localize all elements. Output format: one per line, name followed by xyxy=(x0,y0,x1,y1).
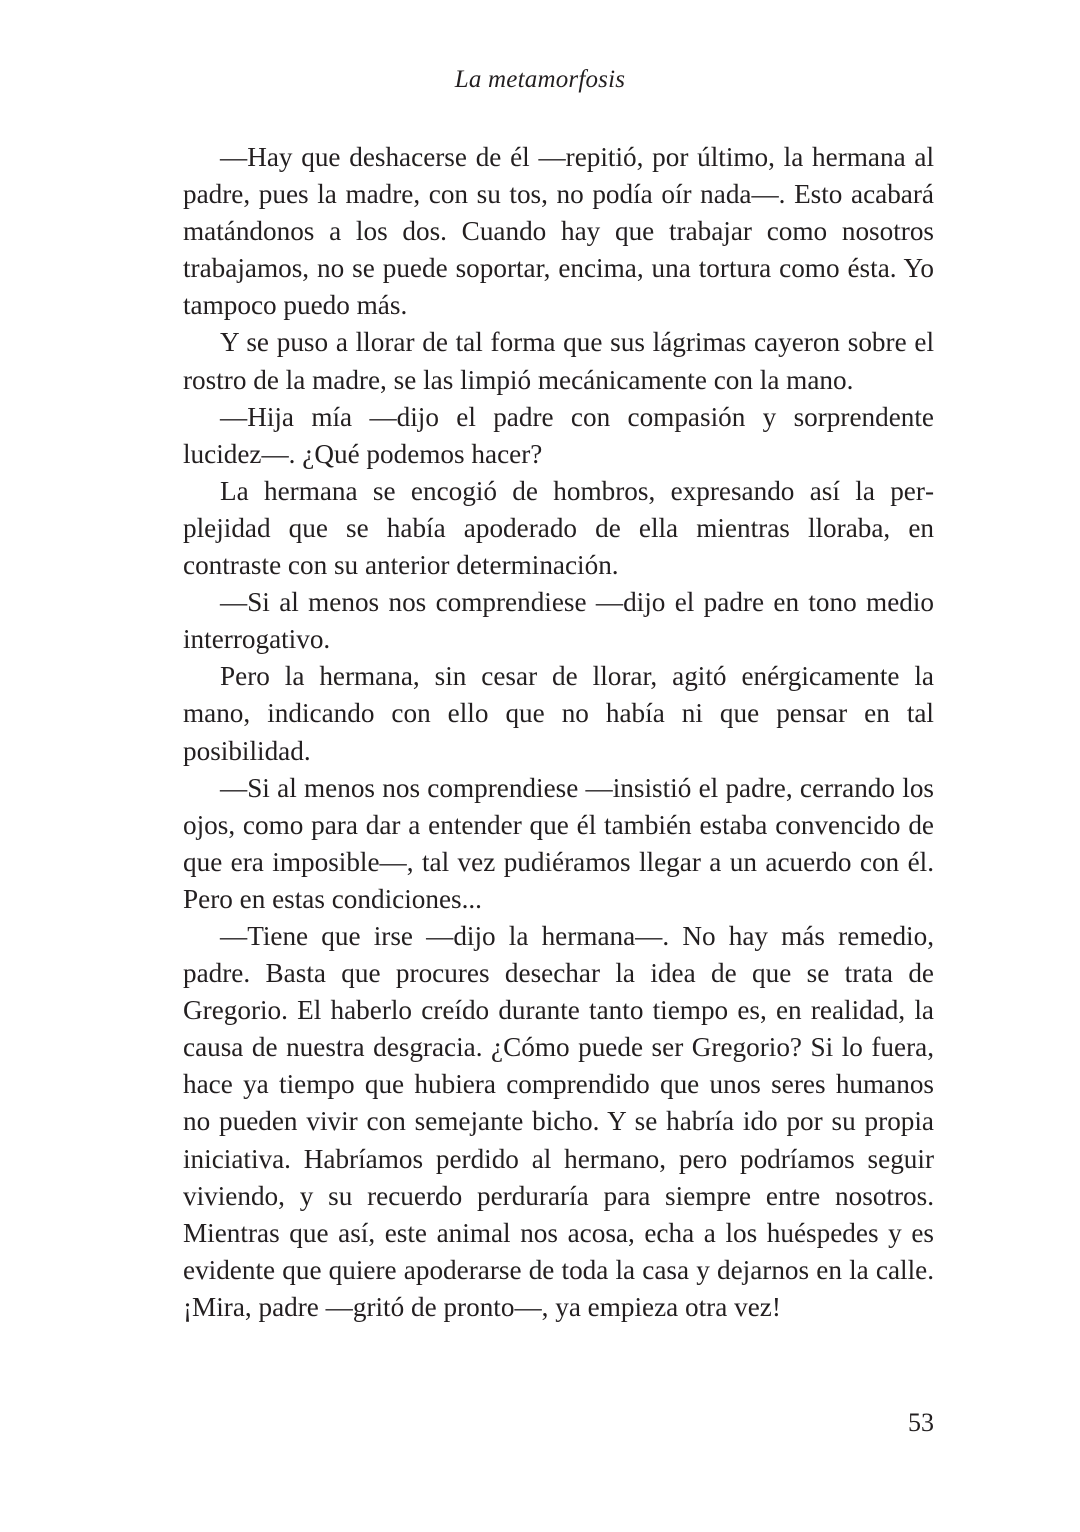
paragraph-7: —Si al menos nos comprendiese —insistió el padre, cerrando los ojos, como para dar a entender que él también estaba convencido de que era imposible—, tal vez pudiéramos llegar a un acuerdo con él. Pero en estas condiciones... xyxy=(183,772,934,914)
paragraph-4: La hermana se encogió de hombros, expresando así la perplejidad que se había apoderado de ella mientras lloraba, en contraste con su anterior determinación. xyxy=(183,475,934,581)
page-number: 53 xyxy=(908,1408,934,1437)
paragraph-1: —Hay que deshacerse de él —repitió, por último, la hermana al padre, pues la madre, con su tos, no podía oír nada—. Esto acabará matándonos a los dos. Cuando hay que trabajar como nosotros trabajamos, no se puede soportar, encima, una tortura como ésta. Yo tampoco puedo más. xyxy=(183,142,934,321)
running-header-title: La metamorfosis xyxy=(454,66,626,93)
paragraph-5: —Si al menos nos comprendiese —dijo el padre en tono medio interrogativo. xyxy=(183,587,934,655)
paragraph-8: —Tiene que irse —dijo la hermana—. No hay más remedio, padre. Basta que procures desechar la idea de que se trata de Gregorio. El haberlo creído durante tanto tiempo es, en realidad, la causa de nuestra desgracia. ¿Cómo puede ser Gregorio? Si lo fuera, hace ya tiempo que hubiera comprendido que unos seres humanos no pueden vivir con semejante bicho. Y se habría ido por su propia iniciativa. Habríamos perdido al hermano, pero podríamos seguir viviendo, y su recuerdo perduraría para siempre entre nosotros. Mientras que así, este animal nos acosa, echa a los huéspedes y es evidente que quiere apoderarse de toda la casa y dejarnos en la calle. ¡Mira, padre —gritó de pronto—, ya empieza otra vez! xyxy=(183,920,934,1322)
paragraph-6: Pero la hermana, sin cesar de llorar, agitó enérgicamente la mano, indicando con ello que no había ni que pensar en tal posibilidad. xyxy=(183,661,934,766)
body-text xyxy=(183,139,934,1326)
paragraph-2: Y se puso a llorar de tal forma que sus lágrimas cayeron sobre el rostro de la madre, se las limpió mecánicamente con la mano. xyxy=(183,327,934,395)
paragraph-3: —Hija mía —dijo el padre con compasión y sorprendente lucidez—. ¿Qué podemos hacer? xyxy=(183,401,934,469)
